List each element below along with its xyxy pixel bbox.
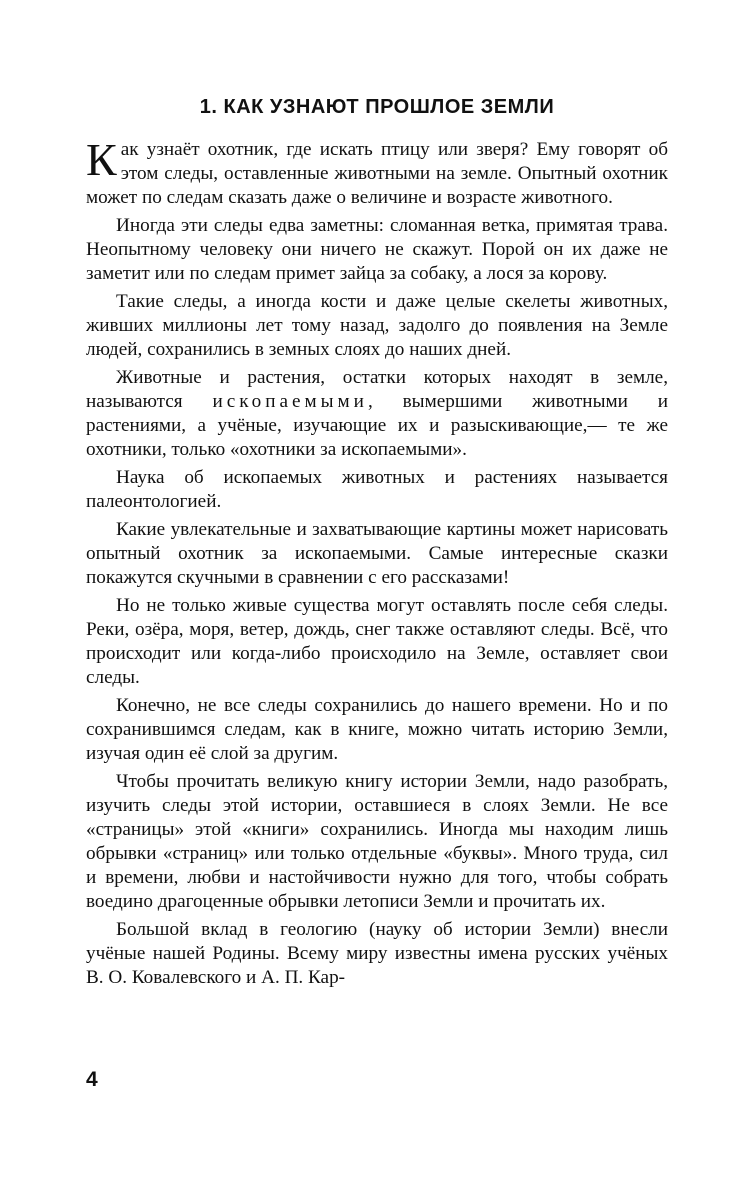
paragraph-4 bbox=[86, 366, 668, 462]
paragraph-2: Иногда эти следы едва заметны: сломанная ветка, примятая трава. Неопытному человеку они ничего не скажут. Порой он их даже не заметит или по следам примет зайца за собаку, а лося за корову. bbox=[86, 215, 668, 284]
paragraph-10: Большой вклад в геологию (науку об истории Земли) внесли учёные нашей Родины. Всему миру известны имена русских учёных В. О. Ковалевского и А. П. Кар- bbox=[86, 919, 668, 988]
paragraph-8: Конечно, не все следы сохранились до нашего времени. Но и по сохранившимся следам, как в книге, можно читать историю Земли, изучая один её слой за другим. bbox=[86, 695, 668, 764]
paragraph-9: Чтобы прочитать великую книгу истории Земли, надо разобрать, изучить следы этой истории, оставшиеся в слоях Земли. Не все «страницы» этой «книги» сохранились. Иногда мы находим лишь обрывки «страниц» или только отдельные «буквы». Много труда, сил и времени, любви и настойчивости нужно для того, чтобы собрать воедино драгоценные обрывки летописи Земли и прочитать их. bbox=[86, 771, 668, 912]
paragraph-text-after: , вымершими животными и растениями, а учёные, изучающие их и разыскивающие,— те же охотники, только «охотники за ископаемыми». bbox=[86, 391, 668, 460]
paragraph-3: Такие следы, а иногда кости и даже целые скелеты животных, живших миллионы лет тому назад, задолго до появления на Земле людей, сохранились в земных слоях до наших дней. bbox=[86, 291, 668, 360]
drop-cap: К bbox=[86, 134, 117, 185]
paragraph-1 bbox=[86, 134, 668, 210]
page-body bbox=[86, 94, 668, 994]
paragraph-text-before: Животные и растения, остатки которых находят в земле, называются bbox=[86, 367, 668, 412]
page-title: 1. КАК УЗНАЮТ ПРОШЛОЕ ЗЕМЛИ bbox=[199, 96, 555, 118]
paragraph-6: Какие увлекательные и захватывающие картины может нарисовать опытный охотник за ископаемыми. Самые интересные сказки покажутся скучными в сравнении с его рассказами! bbox=[86, 519, 668, 588]
paragraph-7: Но не только живые существа могут оставлять после себя следы. Реки, озёра, моря, ветер, дождь, снег также оставляют следы. Всё, что происходит или когда-либо происходило на Земле, оставляет свои следы. bbox=[86, 595, 668, 688]
paragraph-5: Наука об ископаемых животных и растениях называется палеонтологией. bbox=[86, 467, 668, 512]
paragraph-text: ак узнаёт охотник, где искать птицу или зверя? Ему говорят об этом следы, оставленные животными на земле. Опытный охотник может по следам сказать даже о величине и возрасте животного. bbox=[86, 139, 668, 208]
spaced-term: ископаемыми bbox=[212, 391, 368, 412]
page-number: 4 bbox=[86, 1068, 98, 1091]
